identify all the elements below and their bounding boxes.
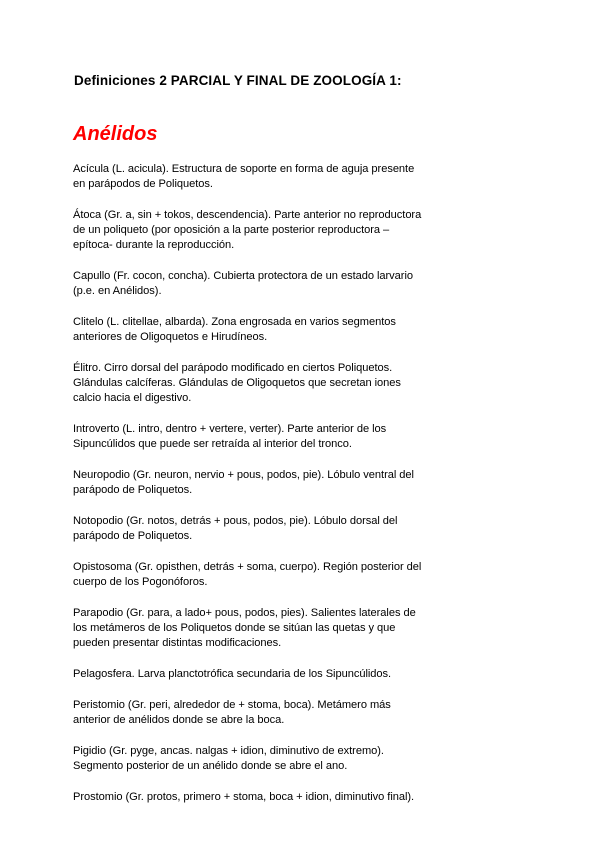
definition-text-line: Átoca (Gr. a, sin + tokos, descendencia). Parte anterior no reproductora (73, 209, 422, 221)
definition-text-line: Sipuncúlidos que puede ser retraída al interior del tronco. (73, 438, 352, 450)
definition-text-line: parápodo de Poliquetos. (73, 530, 193, 542)
definition-entry (73, 315, 443, 345)
definition-text-line: de un poliqueto (por oposición a la parte posterior reproductora – (73, 224, 390, 236)
definition-text-line: Acícula (L. acicula). Estructura de soporte en forma de aguja presente (73, 163, 415, 175)
definition-text-line: pueden presentar distintas modificaciones. (73, 637, 282, 649)
definition-text-line: Notopodio (Gr. notos, detrás + pous, podos, pie). Lóbulo dorsal del (73, 515, 398, 527)
definition-entry (73, 698, 443, 728)
definition-entry (73, 790, 443, 805)
document-title: Definiciones 2 PARCIAL Y FINAL DE ZOOLOGÍA 1: (74, 73, 402, 88)
definition-entry (73, 560, 443, 590)
definition-text-line: anterior de anélidos donde se abre la boca. (73, 714, 285, 726)
definition-entry (73, 208, 443, 253)
definition-text-line: Segmento posterior de un anélido donde se abre el ano. (73, 760, 348, 772)
definition-text-line: (p.e. en Anélidos). (73, 285, 162, 297)
definition-entry (73, 514, 443, 544)
definition-text-line: parápodo de Poliquetos. (73, 484, 193, 496)
definition-text-line: Parapodio (Gr. para, a lado+ pous, podos, pies). Salientes laterales de (73, 607, 416, 619)
definition-text-line: en parápodos de Poliquetos. (73, 178, 213, 190)
definition-text-line: Pelagosfera. Larva planctotrófica secundaria de los Sipuncúlidos. (73, 668, 392, 680)
definition-entry (73, 606, 443, 651)
definition-text-line: Clitelo (L. clitellae, albarda). Zona engrosada en varios segmentos (73, 316, 396, 328)
definition-text-line: Opistosoma (Gr. opisthen, detrás + soma, cuerpo). Región posterior del (73, 561, 422, 573)
definition-text-line: los metámeros de los Poliquetos donde se sitúan las quetas y que (73, 622, 396, 634)
definition-text-line: Prostomio (Gr. protos, primero + stoma, boca + idion, diminutivo final). (73, 791, 415, 803)
definition-list (73, 162, 443, 821)
definition-text-line: calcio hacia el digestivo. (73, 392, 192, 404)
definition-text-line: Introverto (L. intro, dentro + vertere, verter). Parte anterior de los (73, 423, 387, 435)
definition-entry (73, 361, 443, 406)
definition-entry (73, 744, 443, 774)
definition-text-line: Élitro. Cirro dorsal del parápodo modificado en ciertos Poliquetos. (73, 362, 393, 374)
definition-text-line: cuerpo de los Pogonóforos. (73, 576, 208, 588)
definition-text-line: Neuropodio (Gr. neuron, nervio + pous, podos, pie). Lóbulo ventral del (73, 469, 414, 481)
definition-entry (73, 422, 443, 452)
definition-text-line: Capullo (Fr. cocon, concha). Cubierta protectora de un estado larvario (73, 270, 413, 282)
definition-text-line: epítoca- durante la reproducción. (73, 239, 235, 251)
definition-entry (73, 269, 443, 299)
definition-text-line: anteriores de Oligoquetos e Hirudíneos. (73, 331, 268, 343)
definition-entry (73, 667, 443, 682)
definition-entry (73, 468, 443, 498)
definition-text-line: Pigidio (Gr. pyge, ancas. nalgas + idion, diminutivo de extremo). (73, 745, 384, 757)
definition-text-line: Peristomio (Gr. peri, alrededor de + stoma, boca). Metámero más (73, 699, 391, 711)
section-heading: Anélidos (73, 123, 158, 145)
definition-entry (73, 162, 443, 192)
definition-text-line: Glándulas calcíferas. Glándulas de Oligoquetos que secretan iones (73, 377, 401, 389)
